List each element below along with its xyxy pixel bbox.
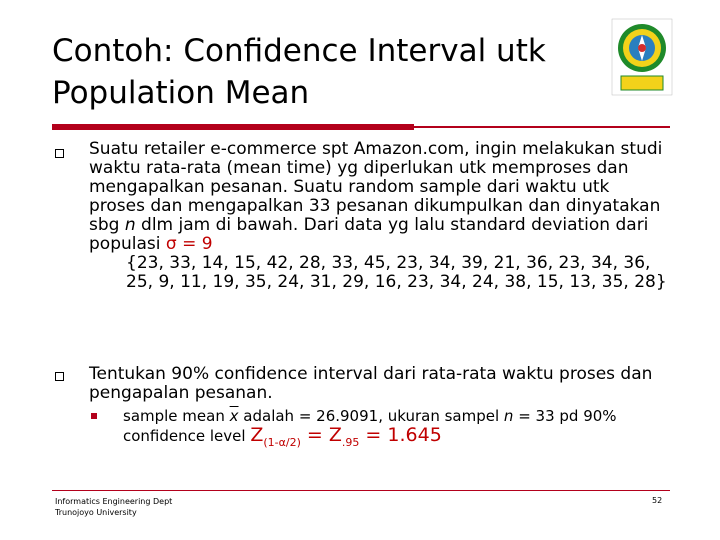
variable-n: n [124, 215, 136, 235]
title-divider [52, 124, 414, 130]
bullet-1-body: Suatu retailer e-commerce spt Amazon.com, ingin melakukan studi waktu rata-rata (mean time) yg diperlukan utk memproses dan mengapalkan pesanan. Suatu random sample dari waktu utk proses dan mengapalkan 33 pesanan dikumpulkan dan dinyatakan sbg [89, 139, 663, 235]
page-title [52, 30, 612, 114]
sub-part-3: = 33 pd 90% confidence level [123, 407, 617, 445]
footer-university: Trunojoyo University [55, 508, 137, 517]
footer-dept: Informatics Engineering Dept [55, 497, 173, 506]
bullet-marker-1 [55, 149, 64, 158]
xbar-symbol: $\overline{x}$ [229, 407, 239, 425]
sub-part-1: sample mean [123, 407, 230, 425]
sub-bullet-text [123, 407, 683, 452]
sub-variable-n: n [503, 407, 514, 425]
page-number: 52 [652, 496, 663, 505]
bullet-marker-2 [55, 372, 64, 381]
title-line-2: Population Mean [52, 75, 310, 111]
data-list: {23, 33, 14, 15, 42, 28, 33, 45, 23, 34, 39, 21, 36, 23, 34, 36, 25, 9, 11, 19, 35, 24, 31, 29, 16, 23, 34, 24, 38, 15, 13, 35, 28} [126, 253, 667, 292]
z-expression [250, 424, 442, 449]
title-divider-extension [414, 126, 670, 128]
bullet-1-body-cont: dlm jam di bawah. Dari data yg lalu standard deviation dari populasi [89, 215, 649, 254]
bullet-1-text [89, 140, 669, 292]
z-subscript-2: .95 [341, 435, 360, 449]
title-line-1: Contoh: Confidence Interval utk [52, 33, 546, 69]
university-logo [611, 18, 673, 96]
z-equals: = Z [300, 424, 342, 446]
footer [55, 496, 172, 518]
sub-part-2: adalah = 26.9091, ukuran sampel [238, 407, 504, 425]
z-symbol: Z [250, 424, 264, 446]
footer-divider [52, 490, 670, 491]
sigma-value: σ = 9 [165, 234, 213, 254]
z-value: = 1.645 [359, 424, 442, 446]
sub-bullet-marker [91, 413, 97, 419]
bullet-2-text: Tentukan 90% confidence interval dari rata-rata waktu proses dan pengapalan pesanan. [89, 364, 653, 403]
z-subscript: (1-α/2) [263, 435, 301, 449]
